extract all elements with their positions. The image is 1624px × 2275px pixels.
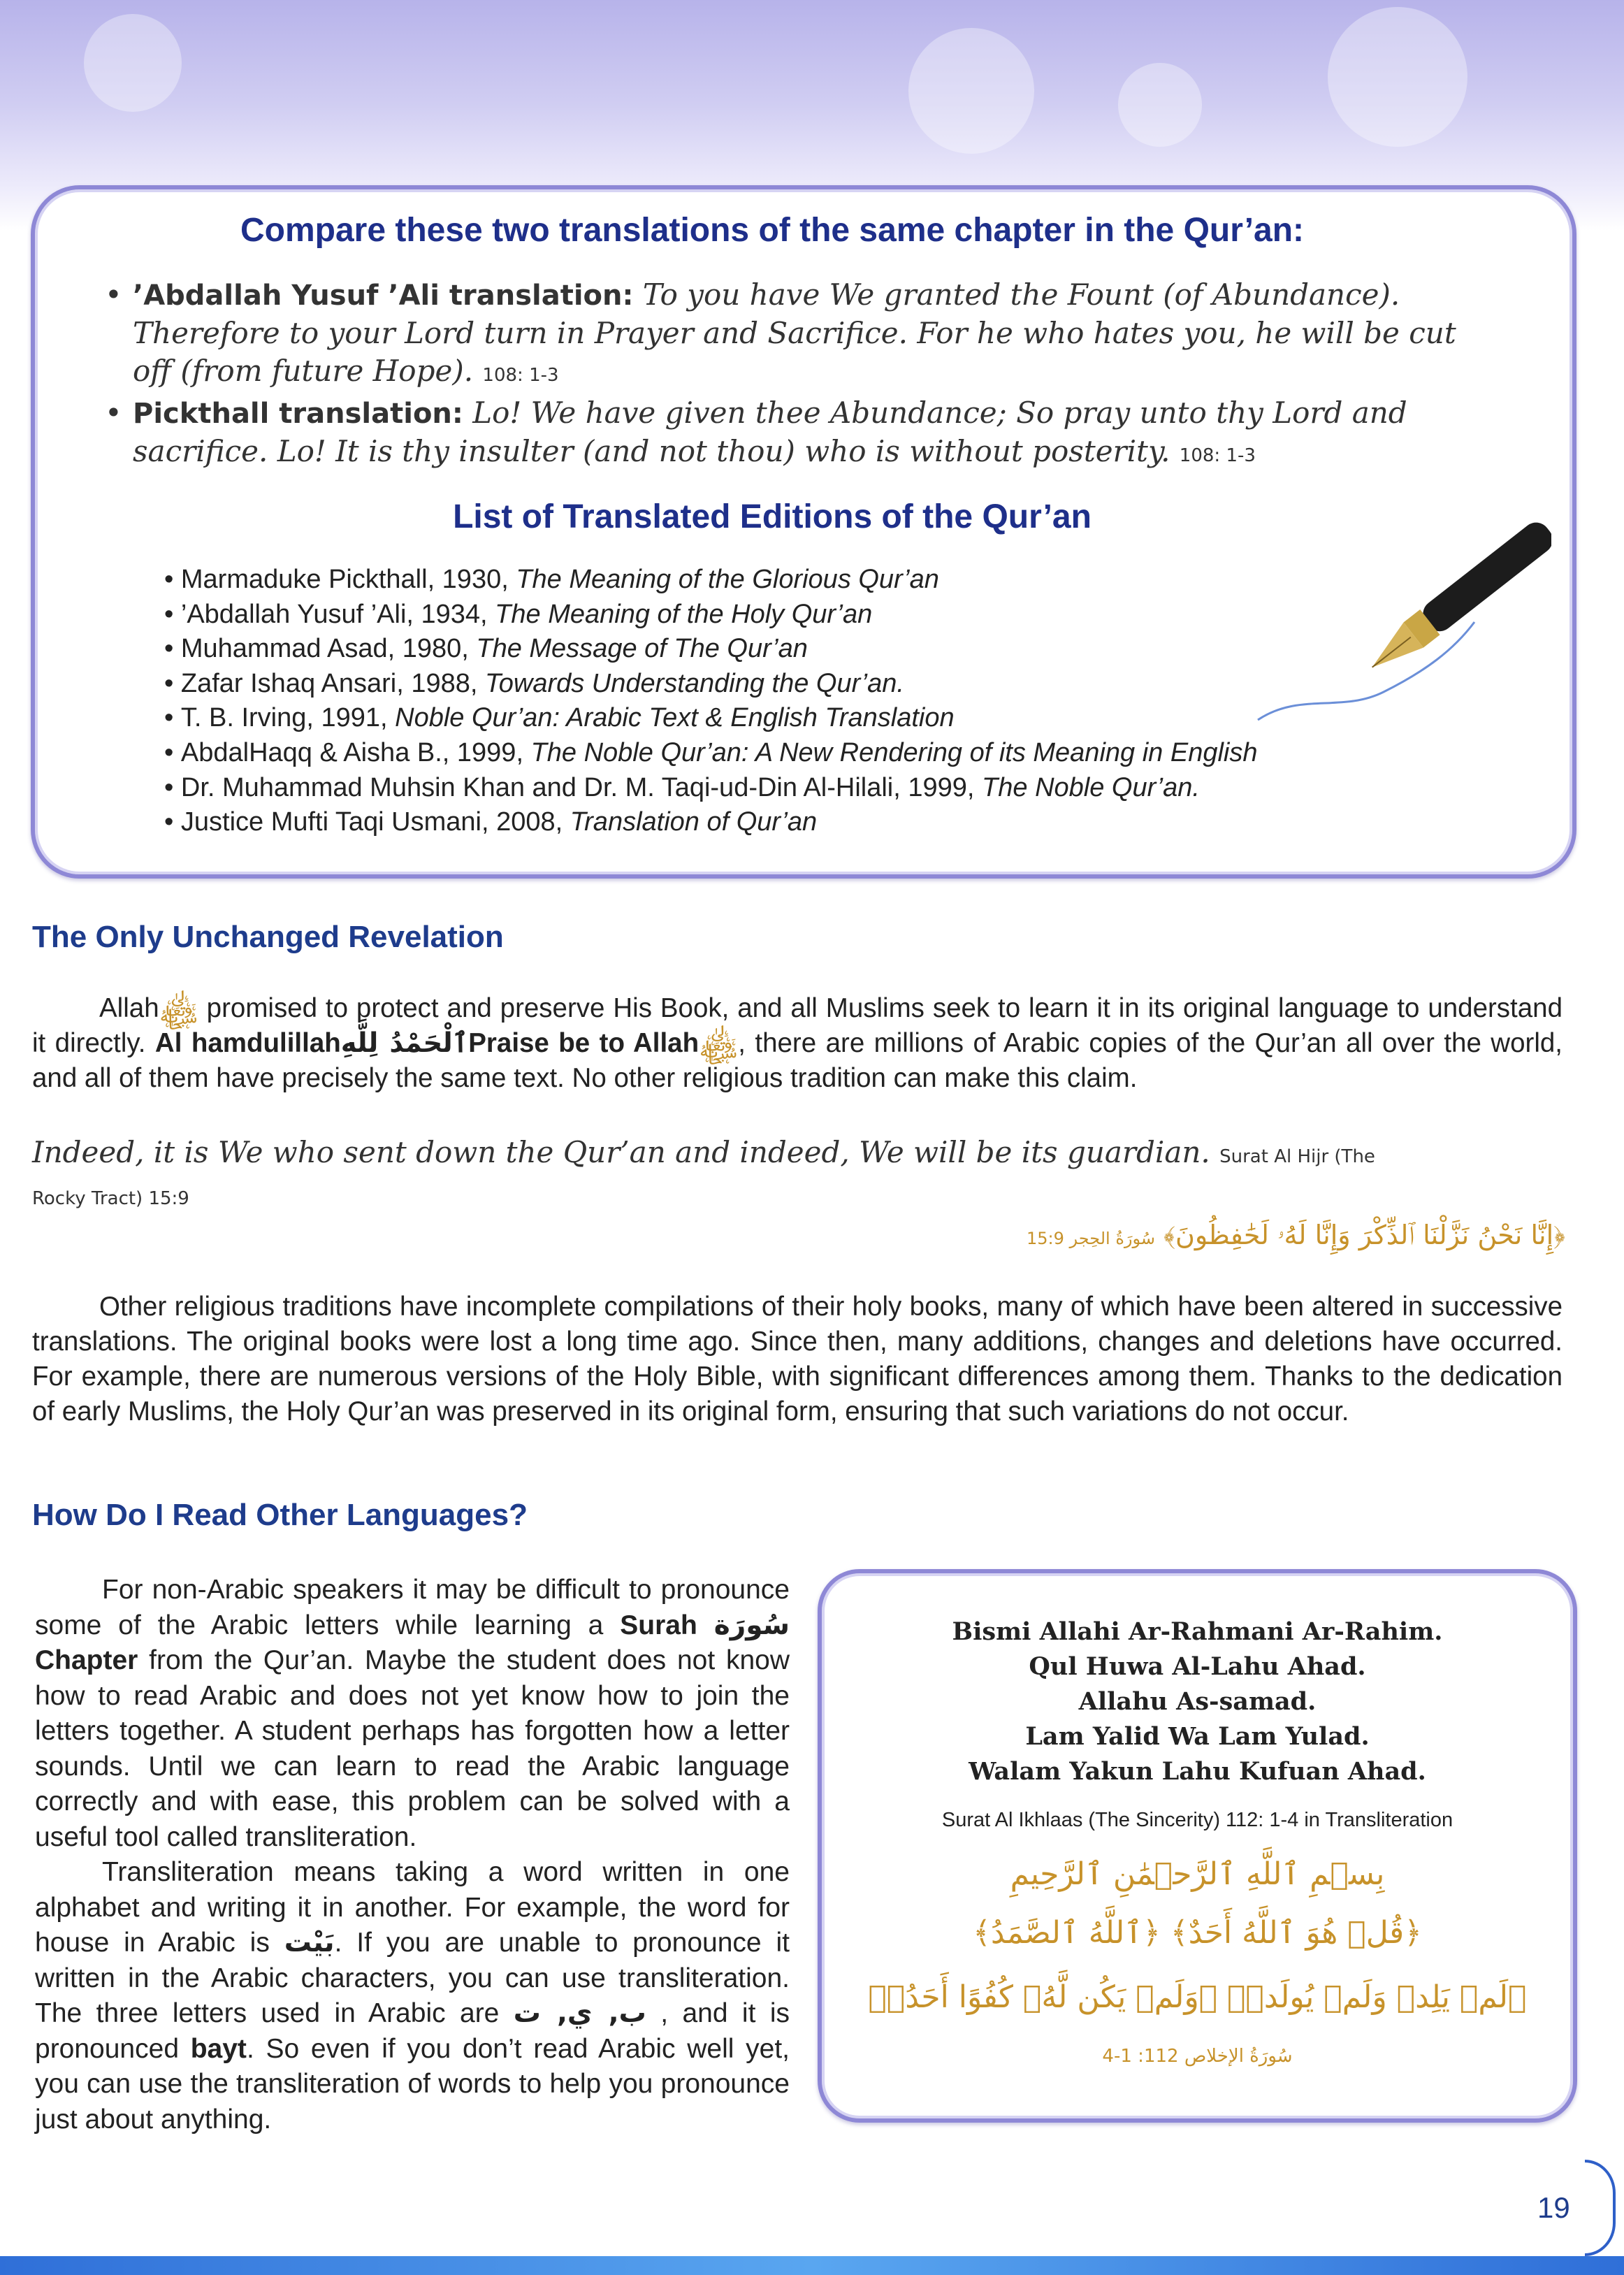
arabic-basmala: بِسۡمِ ٱللَّهِ ٱلرَّحۡمَٰنِ ٱلرَّحِيمِ xyxy=(1010,1856,1385,1892)
editions-list xyxy=(164,563,1257,840)
quran-quote xyxy=(32,1134,1430,1218)
edition-author: AbdalHaqq & Aisha B., 1999, xyxy=(180,737,531,767)
text-run: promised to protect and preserve His Book, and all Muslims seek to learn it in its original language to understand it directly. xyxy=(32,993,1563,1058)
pickthall-label: Pickthall translation: xyxy=(133,398,463,430)
honorific-icon: ﷾ xyxy=(699,1028,739,1058)
text-run: . So even if you don’t read Arabic well yet, you can use the transliteration of words to help you pronounce just about anything. xyxy=(35,2033,790,2135)
edition-title: The Message of The Qur’an xyxy=(476,634,808,664)
transliteration-line: Allahu As-samad. xyxy=(1078,1687,1317,1716)
editions-title: List of Translated Editions of the Qur’an xyxy=(453,498,1092,535)
paragraph-difficulty xyxy=(35,1573,790,1855)
yusuf-ali-ref: 108: 1-3 xyxy=(482,365,559,386)
edition-author: T. B. Irving, 1991, xyxy=(180,703,396,733)
pickthall-ref: 108: 1-3 xyxy=(1179,445,1256,466)
text-run: , and it is pronounced xyxy=(35,1998,790,2064)
bold-term: Praise be to Allah xyxy=(468,1028,699,1058)
transliteration-text xyxy=(35,1573,790,2137)
list-item xyxy=(164,667,1257,702)
arabic-term: بَيْت xyxy=(284,1927,335,1958)
section-heading-read-languages: How Do I Read Other Languages? xyxy=(32,1498,528,1532)
edition-title: Noble Qur’an: Arabic Text & English Translation xyxy=(395,703,955,733)
quote-arabic xyxy=(1020,1220,1565,1251)
quote-text: Indeed, it is We who sent down the Qur’an and indeed, We will be its guardian. xyxy=(32,1135,1210,1169)
section-heading-unchanged-revelation: The Only Unchanged Revelation xyxy=(32,920,504,954)
page-number: 19 xyxy=(1537,2191,1570,2224)
footer-bar xyxy=(0,2256,1624,2275)
transliteration-line: Lam Yalid Wa Lam Yulad. xyxy=(1025,1722,1370,1751)
edition-author: Muhammad Asad, 1980, xyxy=(180,634,477,664)
edition-author: Zafar Ishaq Ansari, 1988, xyxy=(180,668,486,698)
text-run: Transliteration means taking a word written in one alphabet and writing it in another. For example, the word for house in Arabic is xyxy=(35,1857,790,1958)
arabic-term: ٱلْحَمْدُ لِلَّهِ xyxy=(340,1027,469,1059)
transliteration-lines xyxy=(818,1615,1577,1789)
text-run: from the Qur’an. Maybe the student does not know how to read Arabic and does not yet know how to join the letters together. A student perhaps has forgotten how a letter sounds. Until we can learn to read the Arabic language correctly and with ease, this problem can be solved with a useful tool called transliteration. xyxy=(35,1645,790,1852)
edition-author: Dr. Muhammad Muhsin Khan and Dr. M. Taqi-ud-Din Al-Hilali, 1999, xyxy=(180,772,983,802)
fountain-pen-icon xyxy=(1244,482,1551,748)
decor-bubble xyxy=(908,28,1034,154)
edition-author: ’Abdallah Yusuf ’Ali, 1934, xyxy=(180,599,495,629)
transliteration-line: Bismi Allahi Ar-Rahmani Ar-Rahim. xyxy=(952,1617,1443,1646)
list-item xyxy=(164,632,1257,667)
bold-term: Surah xyxy=(620,1610,697,1640)
list-item xyxy=(164,701,1257,736)
text-run: . If you are unable to pronounce it written in the Arabic characters, you can use transliteration. The three letters used in Arabic are xyxy=(35,1928,790,2028)
honorific-icon: ﷾ xyxy=(159,993,198,1023)
text-run: For non-Arabic speakers it may be difficult to pronounce some of the Arabic letters while learning a xyxy=(35,1575,790,1640)
edition-author: Marmaduke Pickthall, 1930, xyxy=(180,565,516,594)
list-item xyxy=(164,771,1257,806)
bold-term: bayt xyxy=(190,2033,247,2064)
bold-term: Chapter xyxy=(35,1645,138,1675)
pickthall-text: Lo! We have given thee Abundance; So pray unto thy Lord and sacrifice. Lo! It is thy insulter (and not thou) who is without posterity. xyxy=(133,396,1407,468)
transliteration-line: Walam Yakun Lahu Kufuan Ahad. xyxy=(969,1757,1426,1786)
translation-comparison xyxy=(105,276,1488,475)
bold-term: Al hamdulillah xyxy=(154,1028,341,1058)
edition-title: The Meaning of the Holy Qur’an xyxy=(495,599,873,629)
compare-title: Compare these two translations of the same chapter in the Qur’an: xyxy=(240,212,1305,249)
paragraph-other-traditions: Other religious traditions have incomplete compilations of their holy books, many of which have been altered in successive translations. The original books were lost a long time ago. Since then, many additions, changes and deletions have occurred. For example, there are numerous versions of the Holy Bible, with significant differences among them. Thanks to the dedication of early Muslims, the Holy Qur’an was preserved in its original form, ensuring that such variations do not occur. xyxy=(32,1292,1563,1427)
edition-title: Towards Understanding the Qur’an. xyxy=(485,668,904,698)
pickthall-translation xyxy=(105,394,1488,475)
yusuf-ali-label: ’Abdallah Yusuf ’Ali translation: xyxy=(133,280,634,312)
decor-bubble xyxy=(1328,7,1467,147)
arabic-term: سُورَة xyxy=(713,1609,790,1641)
arabic-caption: سُورَةُ الإخلاص 112: 1-4 xyxy=(1102,2046,1293,2067)
arabic-verse: ﴿إِنَّا نَحْنُ نَزَّلْنَا ٱلذِّكْرَ وَإِنَّا لَهُۥ لَحَٰفِظُونَ﴾ xyxy=(1163,1220,1565,1250)
page-corner-curve xyxy=(1585,2160,1616,2256)
list-item xyxy=(164,563,1257,598)
bullet: • xyxy=(105,396,122,430)
decor-bubble xyxy=(84,14,182,112)
list-item xyxy=(164,736,1257,771)
edition-title: The Noble Qur’an. xyxy=(982,772,1200,802)
yusuf-ali-text: To you have We granted the Fount (of Abundance). Therefore to your Lord turn in Prayer and Sacrifice. For he who hates you, he will be cut off (from future Hope). xyxy=(133,277,1456,388)
arabic-verse-line: ﴿قُلۡ هُوَ ٱللَّهُ أَحَدٌ﴾ ﴿ٱللَّهُ ٱلصَّمَدُ﴾ xyxy=(973,1915,1422,1951)
edition-title: Translation of Qur’an xyxy=(570,807,818,837)
text-run: Allah xyxy=(99,993,159,1023)
transliteration-line: Qul Huwa Al-Lahu Ahad. xyxy=(1029,1652,1366,1681)
bullet: • xyxy=(105,277,122,312)
decor-bubble xyxy=(1118,63,1202,147)
arabic-reference: سُورَةُ الحِجر 15:9 xyxy=(1026,1229,1156,1248)
yusuf-ali-translation xyxy=(105,276,1488,394)
edition-title: The Noble Qur’an: A New Rendering of its Meaning in English xyxy=(530,737,1258,767)
quote-reference: Surat Al Hijr (The Rocky Tract) 15:9 xyxy=(32,1146,1375,1209)
transliteration-caption: Surat Al Ikhlaas (The Sincerity) 112: 1-4 in Transliteration xyxy=(941,1809,1453,1831)
paragraph-preservation xyxy=(32,991,1563,1096)
edition-author: Justice Mufti Taqi Usmani, 2008, xyxy=(180,807,570,837)
paragraph-transliteration xyxy=(35,1855,790,2137)
arabic-verse-line: ﴿لَمۡ يَلِدۡ وَلَمۡ يُولَدۡ﴾ ﴿وَلَمۡ يَكُن لَّهُۥ كُفُوًا أَحَدُۢ﴾ xyxy=(868,1979,1527,2015)
list-item xyxy=(164,598,1257,633)
text-run: , there are millions of Arabic copies of the Qur’an all over the world, and all of them have precisely the same text. No other religious tradition can make this claim. xyxy=(32,1028,1563,1093)
list-item xyxy=(164,805,1257,840)
arabic-letters: ب, ي, ت xyxy=(513,1998,646,2029)
edition-title: The Meaning of the Glorious Qur’an xyxy=(516,565,939,594)
